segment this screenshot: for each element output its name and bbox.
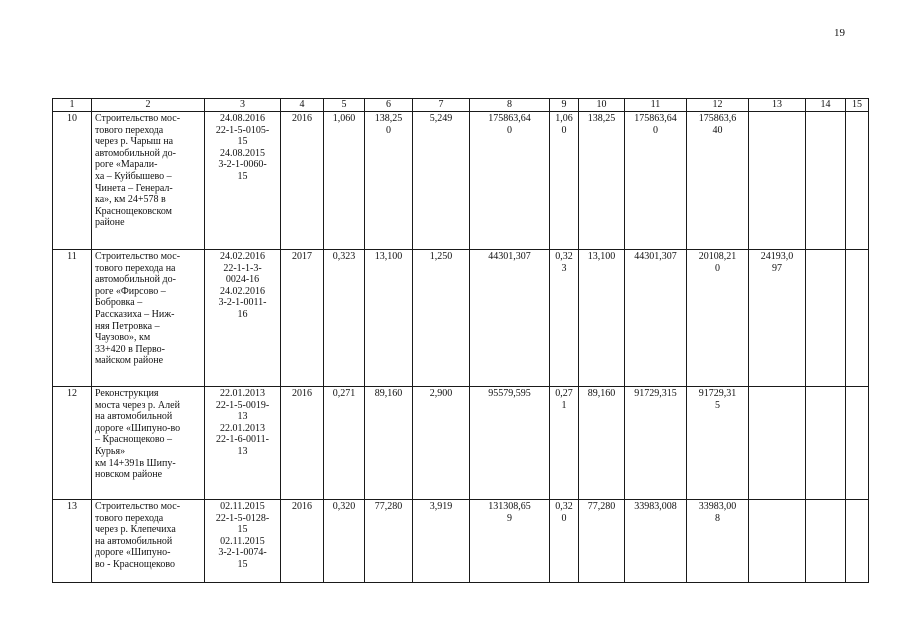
table-cell xyxy=(846,112,869,250)
object-name: Строительство мос- тового перехода через р. Клепечиха на автомобильной дороге «Шипуно- во - Краснощеково xyxy=(92,500,205,583)
table-cell: 3,919 xyxy=(413,500,470,583)
table-cell: 131308,65 9 xyxy=(470,500,550,583)
table-cell: 0,320 xyxy=(324,500,365,583)
table-cell: 0,27 1 xyxy=(550,387,579,500)
table-cell: 91729,31 5 xyxy=(687,387,749,500)
table-cell: 0,32 0 xyxy=(550,500,579,583)
table-cell: 33983,00 8 xyxy=(687,500,749,583)
objects-table xyxy=(52,98,869,583)
table-cell: 138,25 0 xyxy=(365,112,413,250)
year-cell: 2016 xyxy=(281,500,324,583)
column-header: 15 xyxy=(846,99,869,112)
table-cell: 0,271 xyxy=(324,387,365,500)
row-number: 10 xyxy=(53,112,92,250)
table-cell: 33983,008 xyxy=(625,500,687,583)
object-name: Строительство мос- тового перехода на автомобильной до- роге «Фирсово – Бобровка – Рассказиха – Ниж- няя Петровка – Чаузово», км 33+420 в Перво- майском районе xyxy=(92,250,205,387)
document-info: 22.01.2013 22-1-5-0019- 13 22.01.2013 22-1-6-0011- 13 xyxy=(205,387,281,500)
page-number: 19 xyxy=(834,27,845,39)
table-cell: 24193,0 97 xyxy=(749,250,806,387)
table-cell: 44301,307 xyxy=(470,250,550,387)
column-header: 3 xyxy=(205,99,281,112)
table-cell: 44301,307 xyxy=(625,250,687,387)
table-cell: 95579,595 xyxy=(470,387,550,500)
object-name: Строительство мос- тового перехода через р. Чарыш на автомобильной до- роге «Марали- ха – Куйбышево – Чинета – Генерал- ка», км 24+578 в Краснощековском районе xyxy=(92,112,205,250)
year-cell: 2017 xyxy=(281,250,324,387)
table-cell: 175863,64 0 xyxy=(470,112,550,250)
object-name: Реконструкция моста через р. Алей на автомобильной дороге «Шипуно-во – Краснощеково – Курья» км 14+391в Шипу- новском районе xyxy=(92,387,205,500)
table-cell: 89,160 xyxy=(579,387,625,500)
column-header: 13 xyxy=(749,99,806,112)
table-cell: 1,250 xyxy=(413,250,470,387)
table-cell: 91729,315 xyxy=(625,387,687,500)
row-number: 13 xyxy=(53,500,92,583)
year-cell: 2016 xyxy=(281,112,324,250)
table-header-row xyxy=(53,99,869,112)
table-cell xyxy=(846,250,869,387)
table-cell xyxy=(806,387,846,500)
table-cell: 20108,21 0 xyxy=(687,250,749,387)
table-cell xyxy=(846,387,869,500)
table-row xyxy=(53,112,869,250)
document-info: 24.02.2016 22-1-1-3- 0024-16 24.02.2016 3-2-1-0011- 16 xyxy=(205,250,281,387)
row-number: 11 xyxy=(53,250,92,387)
table-cell: 13,100 xyxy=(579,250,625,387)
year-cell: 2016 xyxy=(281,387,324,500)
table-cell xyxy=(806,112,846,250)
column-header: 2 xyxy=(92,99,205,112)
document-info: 02.11.2015 22-1-5-0128- 15 02.11.2015 3-2-1-0074- 15 xyxy=(205,500,281,583)
column-header: 6 xyxy=(365,99,413,112)
table-cell: 0,32 3 xyxy=(550,250,579,387)
table-cell xyxy=(806,250,846,387)
table-cell xyxy=(749,500,806,583)
document-info: 24.08.2016 22-1-5-0105- 15 24.08.2015 3-2-1-0060- 15 xyxy=(205,112,281,250)
table-cell: 2,900 xyxy=(413,387,470,500)
column-header: 10 xyxy=(579,99,625,112)
row-number: 12 xyxy=(53,387,92,500)
column-header: 12 xyxy=(687,99,749,112)
table-row xyxy=(53,387,869,500)
column-header: 4 xyxy=(281,99,324,112)
column-header: 14 xyxy=(806,99,846,112)
table-cell: 89,160 xyxy=(365,387,413,500)
column-header: 8 xyxy=(470,99,550,112)
table-cell: 138,25 xyxy=(579,112,625,250)
table-cell: 175863,6 40 xyxy=(687,112,749,250)
table-cell: 13,100 xyxy=(365,250,413,387)
column-header: 11 xyxy=(625,99,687,112)
table-cell: 77,280 xyxy=(365,500,413,583)
column-header: 7 xyxy=(413,99,470,112)
column-header: 5 xyxy=(324,99,365,112)
table-row xyxy=(53,500,869,583)
table-cell: 1,060 xyxy=(324,112,365,250)
table-cell: 5,249 xyxy=(413,112,470,250)
table-cell xyxy=(846,500,869,583)
table-cell: 175863,64 0 xyxy=(625,112,687,250)
table-row xyxy=(53,250,869,387)
table-cell xyxy=(749,112,806,250)
column-header: 1 xyxy=(53,99,92,112)
table-cell xyxy=(806,500,846,583)
table-cell xyxy=(749,387,806,500)
table-cell: 1,06 0 xyxy=(550,112,579,250)
table-cell: 0,323 xyxy=(324,250,365,387)
column-header: 9 xyxy=(550,99,579,112)
table-cell: 77,280 xyxy=(579,500,625,583)
